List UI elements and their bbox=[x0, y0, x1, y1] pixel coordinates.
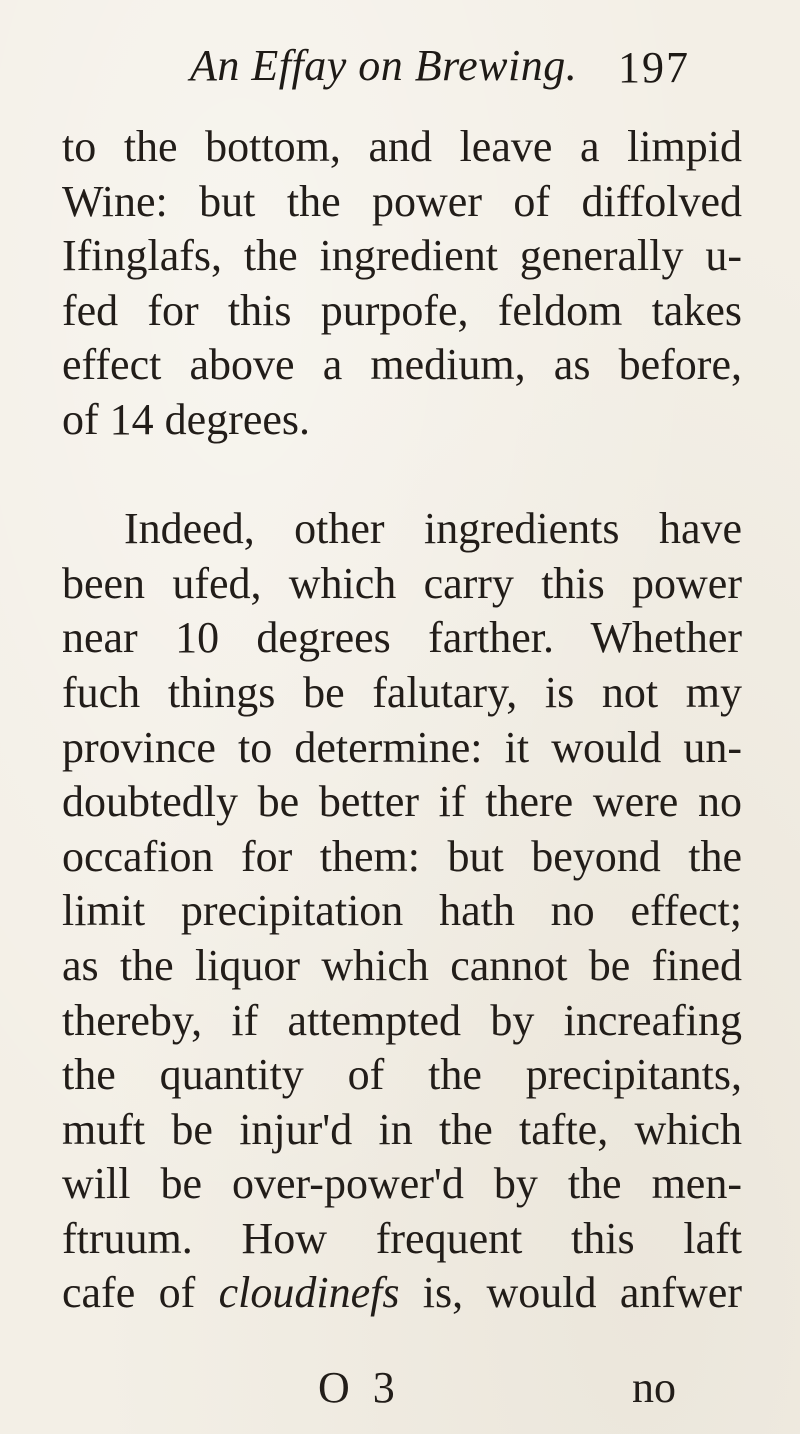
text-line: ftruum. How frequent this laft bbox=[62, 1213, 742, 1263]
italic-word: cloudinefs bbox=[218, 1268, 400, 1318]
text-line: of 14 degrees. bbox=[62, 394, 311, 444]
text-line: Ifinglafs, the ingredient generally u- bbox=[62, 231, 742, 281]
text-line: limit precipitation hath no effect; bbox=[62, 886, 742, 936]
catchword: no bbox=[632, 1363, 676, 1412]
text-line: effect above a medium, as before, bbox=[62, 340, 742, 390]
paragraph-gap bbox=[62, 448, 742, 503]
text-line: will be over-power'd by the men- bbox=[62, 1159, 742, 1209]
text-line: as the liquor which cannot be fined bbox=[62, 940, 742, 990]
text-line: fed for this purpofe, feldom takes bbox=[62, 285, 742, 335]
text-line: fuch things be falutary, is not my bbox=[62, 667, 742, 717]
text-line: Indeed, other ingredients have bbox=[124, 504, 742, 554]
page-number: 197 bbox=[618, 43, 690, 92]
text-line-with-italic: cafe of cloudinefs is, would anfwer bbox=[62, 1268, 742, 1318]
text-line: Wine: but the power of diffolved bbox=[62, 176, 742, 226]
text-line: province to determine: it would un- bbox=[62, 722, 742, 772]
body-text bbox=[62, 120, 742, 1321]
paragraph-2 bbox=[62, 502, 742, 1321]
text-line: the quantity of the precipitants, bbox=[62, 1050, 742, 1100]
text-line: occafion for them: but beyond the bbox=[62, 831, 742, 881]
text-line: to the bottom, and leave a limpid bbox=[62, 122, 742, 171]
text-line: muft be injur'd in the tafte, which bbox=[62, 1104, 742, 1154]
text-line: been ufed, which carry this power bbox=[62, 558, 742, 608]
paragraph-1 bbox=[62, 120, 742, 448]
page-footer bbox=[0, 1362, 800, 1412]
running-title: An Effay on Brewing. bbox=[190, 41, 578, 90]
text-line: near 10 degrees farther. Whether bbox=[62, 613, 742, 663]
signature-mark: O 3 bbox=[318, 1363, 401, 1412]
text-line: doubtedly be better if there were no bbox=[62, 777, 742, 827]
text-line: thereby, if attempted by increafing bbox=[62, 995, 742, 1045]
running-head bbox=[0, 40, 800, 110]
